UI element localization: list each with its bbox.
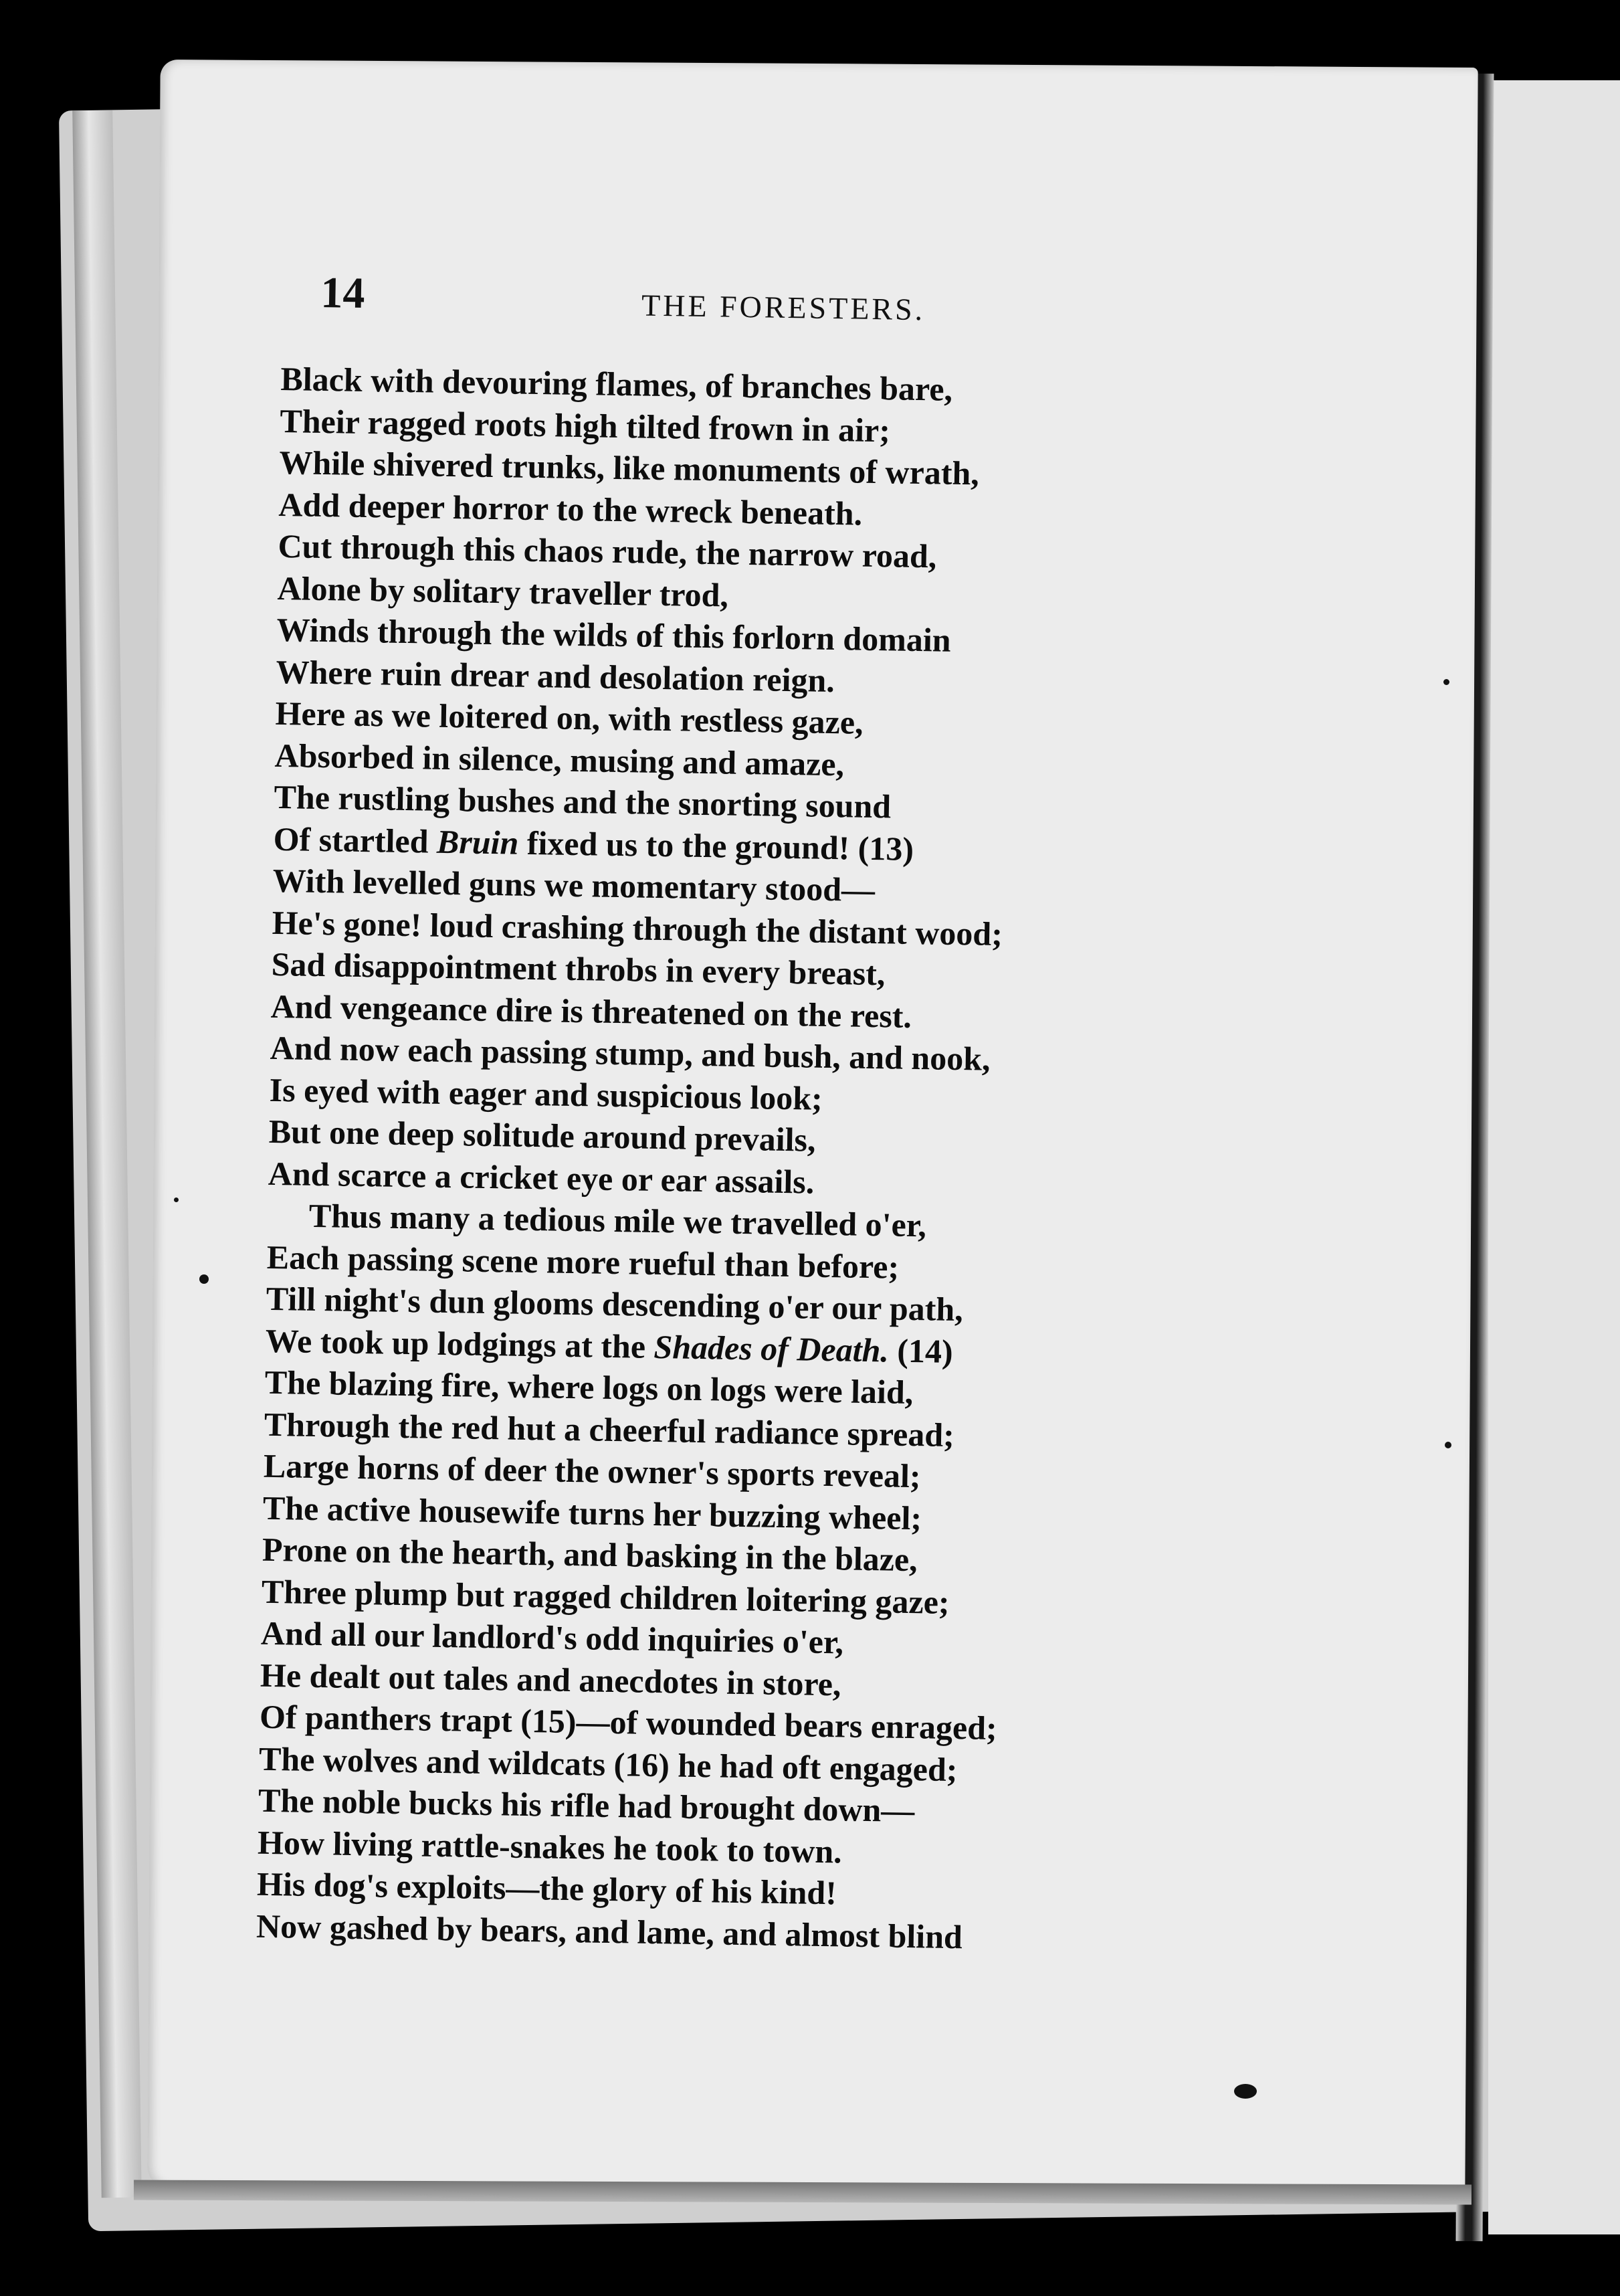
poem-line: Here as we loitered on, with restless gaze, — [275, 694, 864, 741]
running-title: THE FORESTERS. — [641, 288, 926, 327]
poem-line: And scarce a cricket eye or ear assails. — [268, 1154, 815, 1201]
poem-line: Is eyed with eager and suspicious look; — [269, 1070, 823, 1117]
poem-line: Add deeper horror to the wreck beneath. — [278, 485, 863, 533]
poem-line: Of panthers trapt (15)—of wounded bears enraged; — [259, 1697, 998, 1747]
poem-line: The active housewife turns her buzzing wheel; — [262, 1489, 922, 1537]
poem-line: Winds through the wilds of this forlorn domain — [276, 610, 952, 659]
poem-line: And now each passing stump, and bush, and nook, — [270, 1028, 991, 1078]
poem-line: Black with devouring flames, of branches bare, — [280, 359, 953, 408]
poem-line: Absorbed in silence, musing and amaze, — [274, 736, 845, 783]
poem-italic-text: Shades of Death. — [653, 1327, 890, 1369]
poem-line: The rustling bushes and the snorting sound — [274, 777, 892, 826]
poem-line: He dealt out tales and anecdotes in store, — [260, 1656, 841, 1703]
poem-line: Prone on the hearth, and basking in the blaze, — [262, 1530, 918, 1579]
poem-line: Their ragged roots high tilted frown in air; — [280, 401, 891, 449]
poem-line: And vengeance dire is threatened on the rest. — [270, 987, 912, 1035]
poem-line: Where ruin drear and desolation reign. — [276, 652, 835, 699]
poem-line: Cut through this chaos rude, the narrow road, — [278, 527, 937, 575]
poem-line-text: Of startled — [273, 820, 437, 860]
poem-line: Thus many a tedious mile we travelled o'er, — [308, 1196, 927, 1244]
poem-line: Sad disappointment throbs in every breast, — [271, 945, 886, 993]
poem-line: Now gashed by bears, and lame, and almost blind — [256, 1907, 963, 1955]
poem-line: Each passing scene more rueful than before; — [266, 1238, 900, 1286]
facing-page — [1488, 80, 1620, 2234]
poem-line: The noble bucks his rifle had brought down— — [258, 1781, 915, 1830]
page-number: 14 — [320, 268, 365, 318]
poem-line: Three plump but ragged children loitering gaze; — [261, 1572, 950, 1621]
poem-line: Alone by solitary traveller trod, — [277, 569, 729, 614]
poem-line: Large horns of deer the owner's sports reveal; — [263, 1446, 922, 1495]
poem-line-text: We took up lodgings at the — [265, 1321, 654, 1365]
poem-line: But one deep solitude around prevails, — [268, 1112, 816, 1159]
poem-line-text: fixed us to the ground! (13) — [518, 824, 914, 868]
poem-text — [256, 358, 1324, 1963]
poem-line: He's gone! loud crashing through the distant wood; — [272, 903, 1003, 953]
poem-line-text: (14) — [888, 1331, 954, 1370]
poem-italic-text: Bruin — [436, 822, 519, 862]
poem-line: The blazing fire, where logs on logs were laid, — [264, 1363, 914, 1412]
poem-line: The wolves and wildcats (16) he had oft engaged; — [258, 1739, 958, 1788]
poem-line: And all our landlord's odd inquiries o'er, — [260, 1614, 844, 1661]
poem-line: While shivered trunks, like monuments of wrath, — [279, 443, 980, 492]
poem-line: Till night's dun glooms descending o'er our path, — [266, 1279, 964, 1329]
poem-line: With levelled guns we momentary stood— — [272, 861, 876, 909]
poem-line: His dog's exploits—the glory of his kind! — [256, 1864, 837, 1912]
poem-line: How living rattle-snakes he took to town. — [257, 1823, 843, 1870]
poem-line: Through the red hut a cheerful radiance spread; — [264, 1405, 955, 1454]
